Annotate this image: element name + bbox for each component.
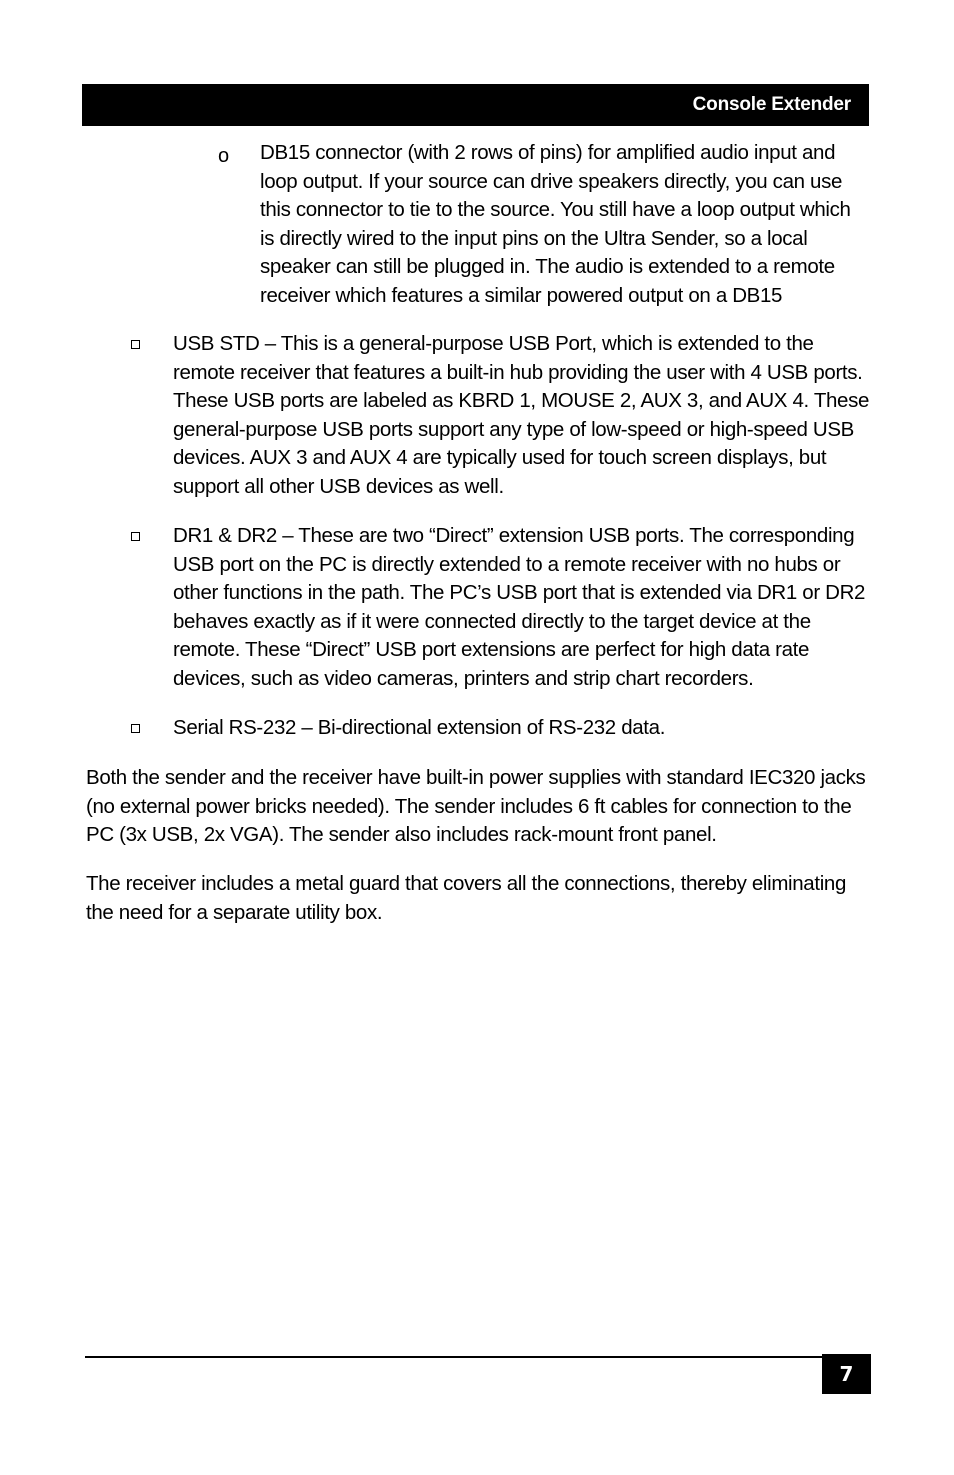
checkbox-bullet-icon (131, 724, 140, 733)
paragraph-metal-guard: The receiver includes a metal guard that covers all the connections, thereby eliminating the need for a separate utility box. (86, 872, 847, 924)
sub-bullet-marker: o (218, 145, 230, 167)
bullet-dr1-dr2: DR1 & DR2 – These are two “Direct” extension USB ports. The corresponding USB port on the PC is directly extended to a remote receiver with no hubs or other functions in the path. The PC’s USB port that is extended via DR1 or DR2 behaves exactly as if it were connected directly to the target device at the remote. These “Direct” USB port extensions are perfect for high data rate devices, such as video cameras, printers and strip chart recorders. (173, 524, 866, 690)
footer-rule (85, 1356, 822, 1358)
page-number: 7 (822, 1354, 871, 1394)
header-bar (82, 84, 869, 126)
bullet-usb-std: USB STD – This is a general-purpose USB Port, which is extended to the remote receiver that features a built-in hub providing the user with 4 USB ports. These USB ports are labeled as KBRD 1, MOUSE 2, AUX 3, and AUX 4. These general-purpose USB ports support any type of low-speed or high-speed USB devices. AUX 3 and AUX 4 are typically used for touch screen displays, but support all other USB devices as well. (173, 332, 870, 498)
checkbox-bullet-icon (131, 532, 140, 541)
sub-bullet-text: DB15 connector (with 2 rows of pins) for amplified audio input and loop output. If your source can drive speakers directly, you can use this connector to tie to the source. You still have a loop output which is directly wired to the input pins on the Ultra Sender, so a local speaker can still be plugged in. The audio is extended to a remote receiver which features a similar powered output on a DB15 (260, 141, 851, 307)
paragraph-power-supplies: Both the sender and the receiver have built-in power supplies with standard IEC320 jacks (no external power bricks needed). The sender includes 6 ft cables for connection to the PC (3x USB, 2x VGA). The sender also includes rack-mount front panel. (86, 766, 866, 846)
checkbox-bullet-icon (131, 340, 140, 349)
header-title: Console Extender (692, 94, 851, 115)
bullet-serial-rs232: Serial RS-232 – Bi-directional extension of RS-232 data. (173, 716, 666, 739)
